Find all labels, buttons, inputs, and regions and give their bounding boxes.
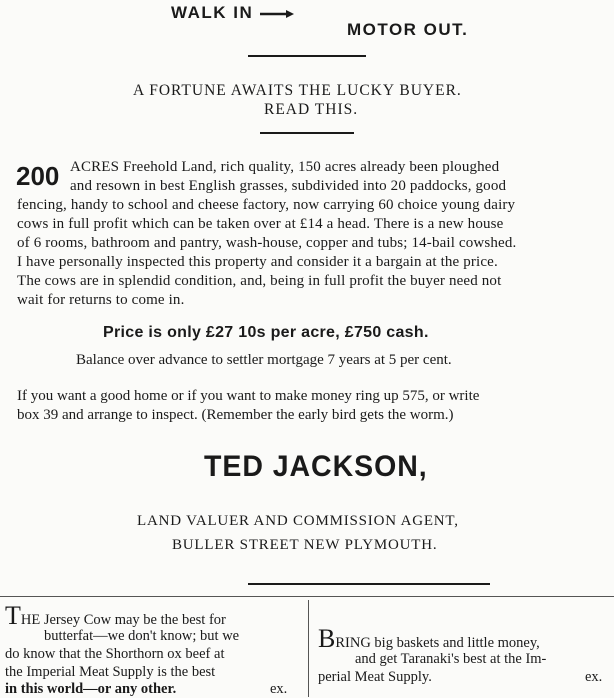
price-balance: Balance over advance to settler mortgage 7 years at 5 per cent. (76, 352, 452, 368)
ad-left-line-1 (5, 603, 226, 629)
headline-line1: A FORTUNE AWAITS THE LUCKY BUYER. (133, 82, 462, 99)
ad-left-line-1-text: HE Jersey Cow may be the best for (20, 612, 226, 628)
ad-left-line-3: do know that the Shorthorn ox beef at (5, 646, 225, 662)
header-motor-out: MOTOR OUT. (347, 20, 469, 39)
ad-left-line-4: the Imperial Meat Supply is the best (5, 664, 216, 680)
agent-address: BULLER STREET NEW PLYMOUTH. (172, 537, 438, 553)
ad-right-line-1 (318, 626, 540, 652)
contact-line-2: box 39 and arrange to inspect. (Remember the early bird gets the worm.) (17, 407, 454, 423)
listing-line-1: ACRES Freehold Land, rich quality, 150 acres already been ploughed (70, 159, 500, 175)
listing-line-7: The cows are in splendid condition, and, being in full profit the buyer need not (17, 273, 502, 289)
arrow-right-icon (260, 9, 294, 19)
listing-line-3: fencing, handy to school and cheese factory, now carrying 60 choice young dairy (17, 197, 516, 213)
headline-divider (260, 132, 354, 134)
ad-right-line-1-text: RING big baskets and little money, (335, 635, 540, 651)
listing-line-4: cows in full profit which can be taken over at £14 a head. There is a new house (17, 216, 504, 232)
listing-line-2: and resown in best English grasses, subdivided into 20 paddocks, good (70, 178, 507, 194)
contact-line-1: If you want a good home or if you want to make money ring up 575, or write (17, 388, 480, 404)
acres-number: 200 (16, 161, 60, 191)
agent-name: TED JACKSON, (204, 450, 428, 483)
listing-line-8: wait for returns to come in. (17, 292, 185, 308)
listing-line-6: I have personally inspected this property and consider it a bargain at the price. (17, 254, 498, 270)
price-headline: Price is only £27 10s per acre, £750 cash. (103, 324, 429, 341)
ad-right-line-2: and get Taranaki's best at the Im- (355, 651, 547, 667)
ad-left-line-5: in this world—or any other. (5, 681, 177, 697)
header-walk-in (171, 3, 294, 23)
column-rule (0, 596, 614, 597)
column-divider (308, 600, 309, 697)
header-divider (248, 55, 366, 57)
ad-left-line-2: butterfat—we don't know; but we (44, 628, 240, 644)
headline-line2: READ THIS. (264, 101, 359, 118)
ad-right-mark: ex. (585, 669, 603, 685)
agent-title: LAND VALUER AND COMMISSION AGENT, (137, 513, 459, 529)
ad-right-drop-cap: B (318, 624, 336, 653)
section-divider (248, 583, 490, 585)
listing-line-5: of 6 rooms, bathroom and pantry, wash-house, copper and tubs; 14-bail cowshed. (17, 235, 517, 251)
ad-left-drop-cap: T (5, 601, 21, 630)
ad-left-mark: ex. (270, 681, 288, 697)
ad-right-line-3: perial Meat Supply. (318, 669, 432, 685)
walk-in-text: WALK IN (171, 3, 254, 22)
